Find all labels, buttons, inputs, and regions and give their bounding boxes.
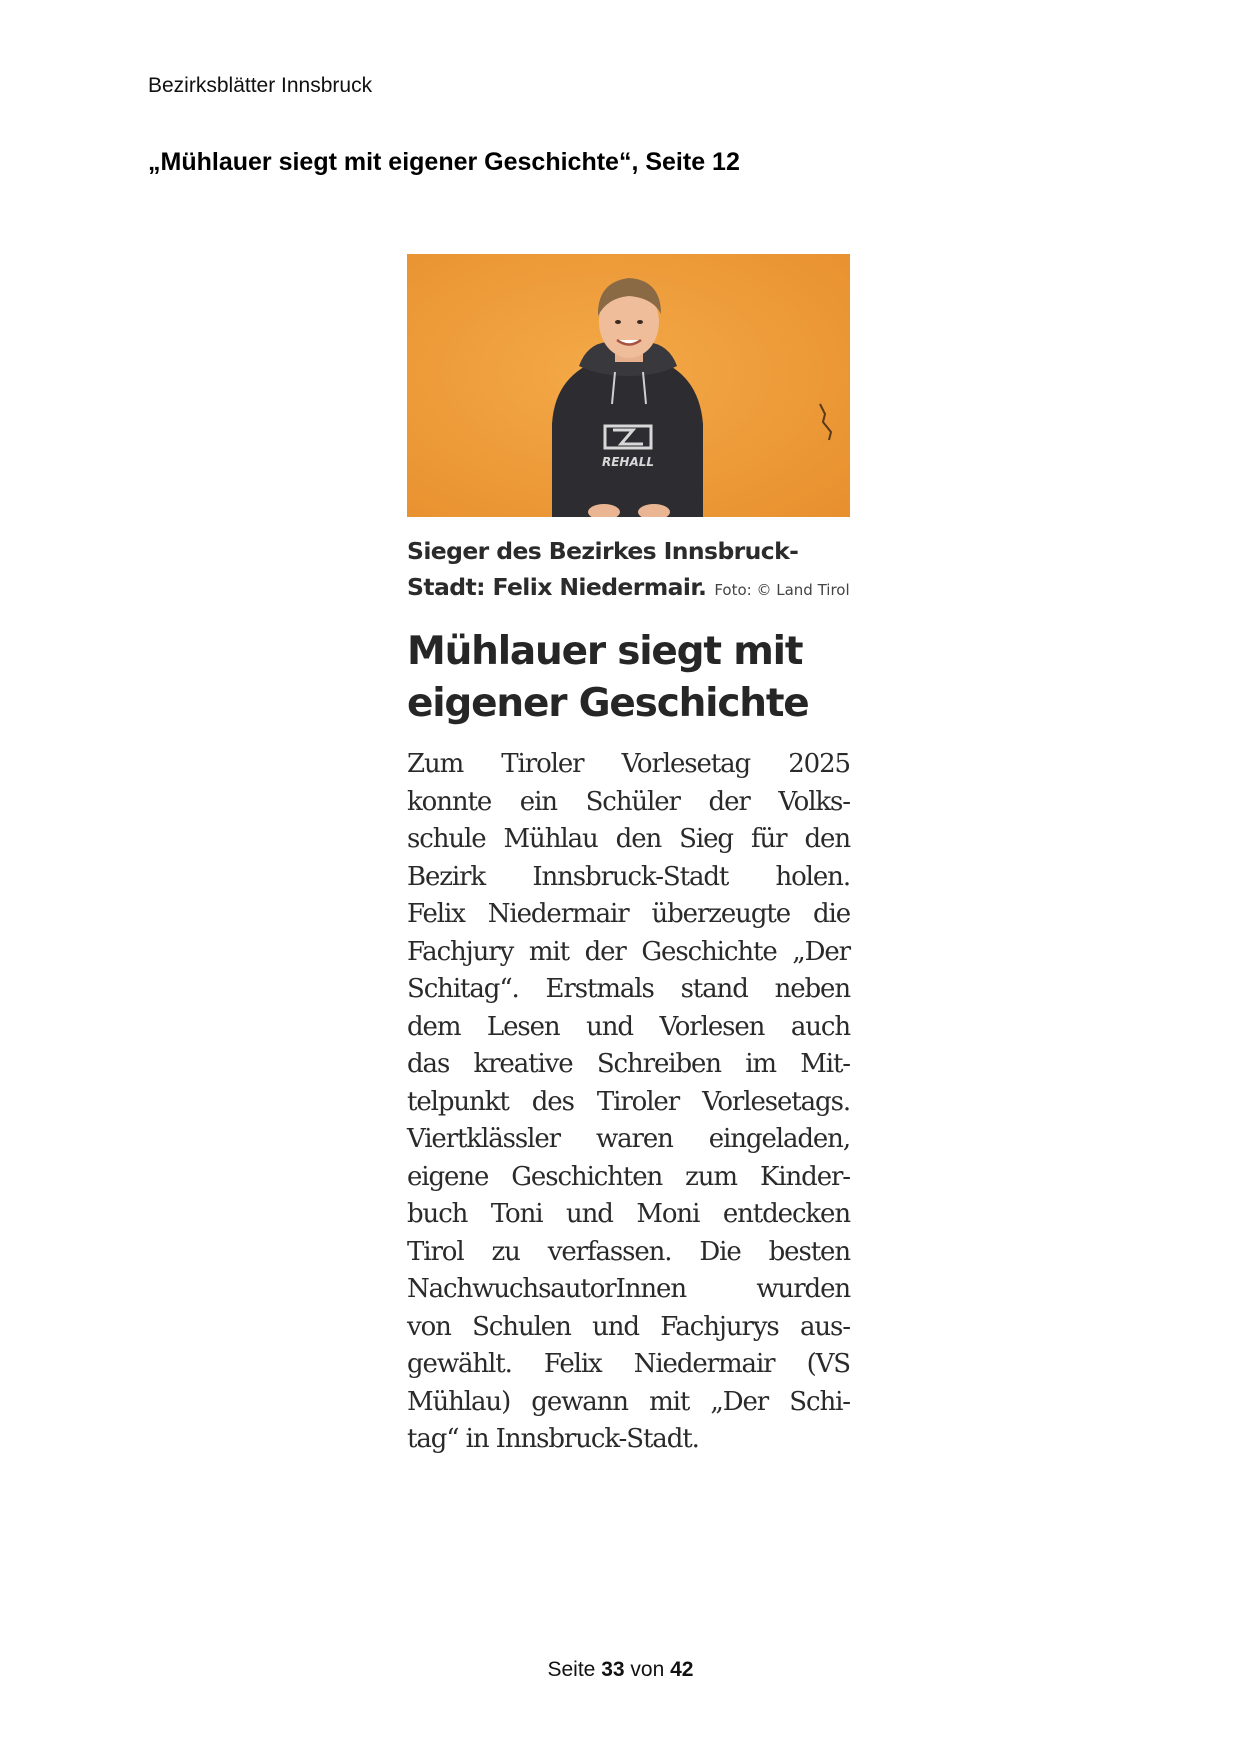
body-line: tag“ in Innsbruck-Stadt. bbox=[407, 1424, 699, 1454]
caption-line: Stadt: Felix Niedermair. Foto: © Land Tirol bbox=[407, 573, 850, 601]
publication-source: Bezirksblätter Innsbruck bbox=[148, 74, 373, 97]
article-body bbox=[407, 746, 850, 1459]
body-line: von Schulen und Fachjurys aus- bbox=[407, 1311, 850, 1342]
body-line: Viertklässler waren eingeladen, bbox=[407, 1124, 850, 1154]
photo-caption bbox=[407, 533, 850, 608]
body-line: NachwuchsautorInnen wurden bbox=[407, 1274, 850, 1304]
body-line: Mühlau) gewann mit „Der Schi- bbox=[407, 1386, 850, 1417]
title-line: eigener Geschichte bbox=[407, 681, 809, 726]
body-line: das kreative Schreiben im Mit- bbox=[407, 1049, 850, 1079]
body-line: Zum Tiroler Vorlesetag 2025 bbox=[407, 749, 850, 779]
photo-credit: Foto: © Land Tirol bbox=[714, 581, 850, 599]
hoodie-print: REHALL bbox=[601, 455, 655, 469]
article-photo bbox=[407, 254, 850, 517]
article-reference: „Mühlauer siegt mit eigener Geschichte“, Seite 12 bbox=[148, 148, 740, 176]
body-line: dem Lesen und Vorlesen auch bbox=[407, 1011, 850, 1042]
body-line: buch Toni und Moni entdecken bbox=[407, 1199, 850, 1229]
newspaper-clipping bbox=[407, 254, 850, 1459]
body-line: Felix Niedermair überzeugte die bbox=[407, 899, 850, 929]
total-pages: 42 bbox=[670, 1658, 694, 1681]
body-line: Fachjury mit der Geschichte „Der bbox=[407, 936, 850, 967]
boy-portrait-image bbox=[407, 254, 850, 517]
body-line: schule Mühlau den Sieg für den bbox=[407, 824, 850, 854]
body-line: Bezirk Innsbruck-Stadt holen. bbox=[407, 861, 850, 892]
current-page: 33 bbox=[601, 1658, 625, 1681]
title-line: Mühlauer siegt mit bbox=[407, 629, 803, 674]
page-number: Seite 33 von 42 bbox=[547, 1658, 694, 1681]
caption-line: Sieger des Bezirkes Innsbruck- bbox=[407, 537, 799, 565]
body-line: telpunkt des Tiroler Vorlesetags. bbox=[407, 1086, 850, 1117]
body-line: eigene Geschichten zum Kinder- bbox=[407, 1161, 850, 1192]
body-line: Schitag“. Erstmals stand neben bbox=[407, 974, 850, 1004]
article-title bbox=[407, 626, 850, 730]
body-line: Tirol zu verfassen. Die besten bbox=[407, 1236, 850, 1267]
body-line: konnte ein Schüler der Volks- bbox=[407, 786, 850, 817]
body-line: gewählt. Felix Niedermair (VS bbox=[407, 1349, 850, 1379]
